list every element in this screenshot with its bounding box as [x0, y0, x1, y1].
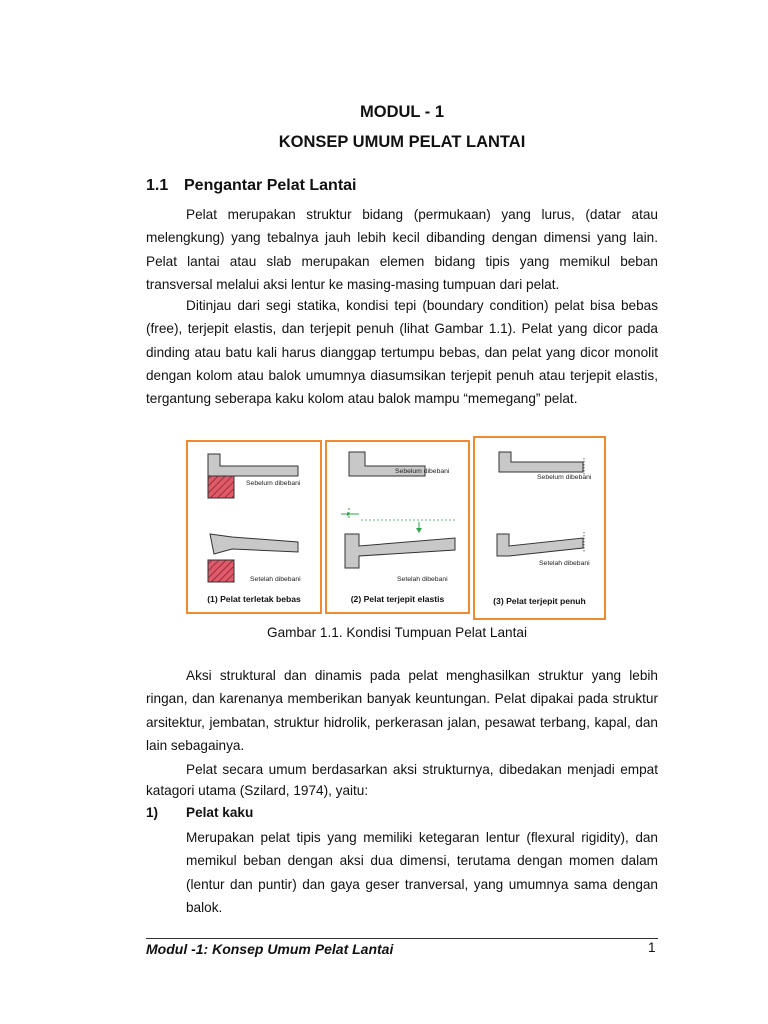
arrow-head-down [416, 528, 422, 533]
slab-after [345, 534, 455, 568]
panel-label-elastic: (2) Pelat terjepit elastis [350, 594, 445, 604]
section-number: 1.1 [146, 177, 169, 194]
panel-label-fixed: (3) Pelat terjepit penuh [493, 596, 586, 606]
figure-support-conditions [186, 436, 606, 622]
figure-caption: Gambar 1.1. Kondisi Tumpuan Pelat Lantai [267, 625, 527, 640]
slab-before [208, 454, 298, 476]
slab-after [210, 534, 298, 554]
list-item-body: Merupakan pelat tipis yang memiliki ketegaran lentur (flexural rigidity), dan memikul beban dengan aksi dua dimensi, terutama dengan momen dalam (lentur dan puntir) dan gaya geser tranversal, yang umumnya sama dengan balok. [186, 830, 658, 915]
page-number: 1 [648, 940, 656, 955]
footer-title: Modul -1: Konsep Umum Pelat Lantai [146, 941, 394, 957]
section-title: Pengantar Pelat Lantai [184, 177, 357, 194]
paragraph-structural-action: Aksi struktural dan dinamis pada pelat menghasilkan struktur yang lebih ringan, dan karenanya memberikan banyak keuntungan. Pelat dipakai pada struktur arsitektur, jembatan, struktur hidrolik, perkerasan jalan, pesawat terbang, kapal, dan lain sebagainya. [146, 668, 658, 753]
panel-label-free: (1) Pelat terletak bebas [207, 594, 301, 604]
slab-before [499, 452, 583, 472]
label-after-free: Setelah dibebani [250, 576, 301, 583]
figure-panel-elastic [325, 440, 470, 614]
wall-support-before [208, 476, 234, 498]
wall-support-after [208, 560, 234, 582]
label-before-elastic: Sebelum dibebani [395, 468, 450, 475]
module-number: MODUL - 1 [359, 103, 445, 121]
paragraph-categories: Pelat secara umum berdasarkan aksi strukturnya, dibedakan menjadi empat katagori utama (Szilard, 1974), yaitu: [146, 762, 658, 798]
free-support-diagram [188, 442, 322, 614]
label-after-fixed: Setelah dibebani [539, 560, 590, 567]
section-heading [146, 177, 357, 195]
fixed-support-diagram [475, 438, 606, 620]
label-after-elastic: Setelah dibebani [397, 576, 448, 583]
label-before-free: Sebelum dibebani [246, 480, 301, 487]
footer-divider [146, 938, 658, 939]
paragraph-statics: Ditinjau dari segi statika, kondisi tepi (boundary condition) pelat bisa bebas (free), terjepit elastis, dan terjepit penuh (lihat Gambar 1.1). Pelat yang dicor pada dinding atau batu kali harus dianggap tertumpu bebas, dan pelat yang dicor monolit dengan kolom atau balok umumnya diasumsikan terjepit penuh atau terjepit elastis, tergantung seberapa kaku kolom atau balok mampu “memegang” pelat. [146, 298, 658, 407]
slab-after [497, 534, 583, 556]
figure-panel-fixed [473, 436, 606, 620]
label-before-fixed: Sebelum dibebani [537, 474, 592, 481]
module-title: KONSEP UMUM PELAT LANTAI [278, 133, 526, 151]
list-item-title: Pelat kaku [186, 805, 254, 820]
paragraph-intro: Pelat merupakan struktur bidang (permukaan) yang lurus, (datar atau melengkung) yang tebalnya jauh lebih kecil dibanding dengan dimensi yang lain. Pelat lantai atau slab merupakan elemen bidang tipis yang memikul beban transversal melalui aksi lentur ke masing-masing tumpuan dari pelat. [146, 207, 658, 292]
list-item-number: 1) [146, 805, 159, 820]
figure-panel-free [186, 440, 322, 614]
